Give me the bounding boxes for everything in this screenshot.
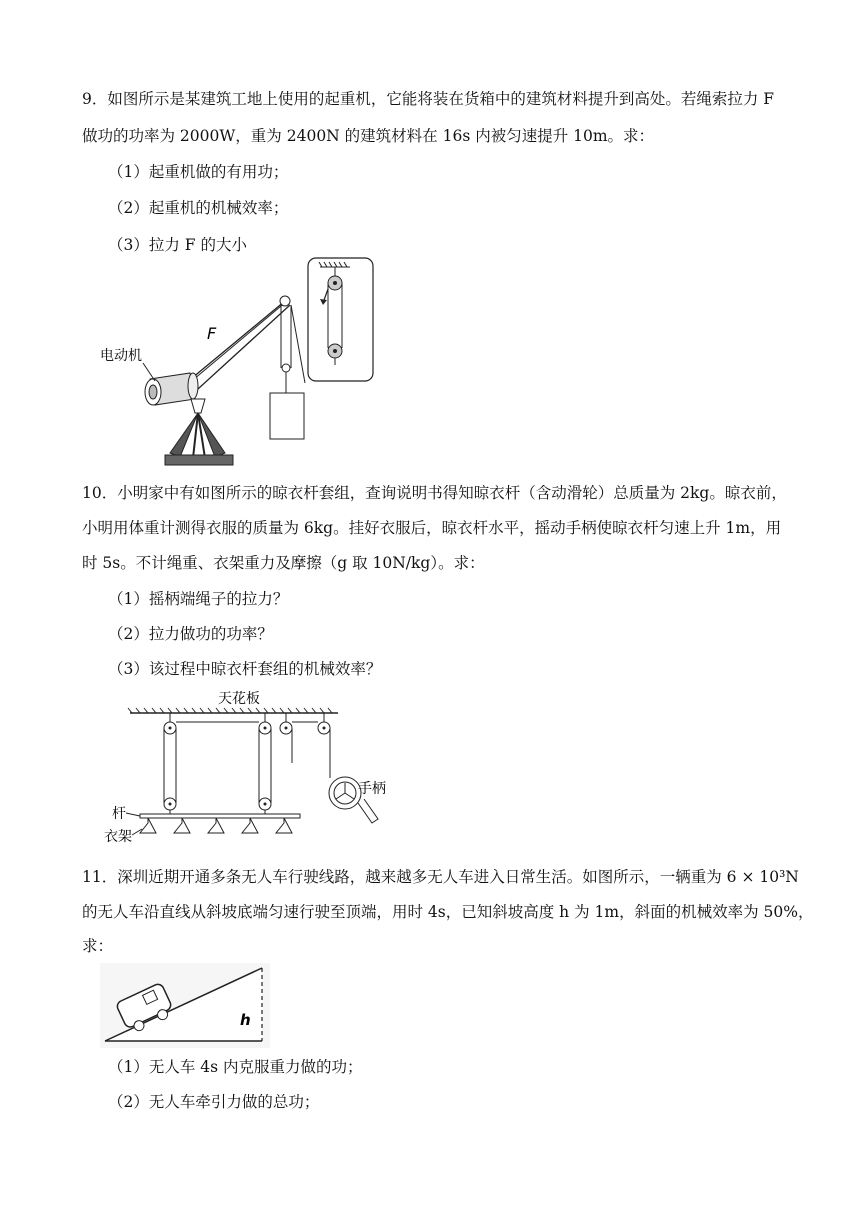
q9-subquestion-3: （3）拉力 F 的大小	[108, 236, 247, 254]
q9-text-line-1: 9．如图所示是某建筑工地上使用的起重机，它能将装在货箱中的建筑材料提升到高处。若绳索拉力 F	[82, 90, 775, 108]
q11-subquestion-1: （1）无人车 4s 内克服重力做的功；	[108, 1058, 363, 1076]
q9-text-line-2: 做功的功率为 2000W，重为 2400N 的建筑材料在 16s 内被匀速提升 10m。求：	[82, 127, 655, 145]
rack-label-pole: 杆	[112, 806, 126, 822]
rack-label-handle: 手柄	[358, 781, 386, 797]
q10-subquestion-3: （3）该过程中晾衣杆套组的机械效率？	[108, 660, 382, 678]
q11-text-line-2: 的无人车沿直线从斜坡底端匀速行驶至顶端，用时 4s，已知斜坡高度 h 为 1m，斜面的机械效率为 50%，	[82, 903, 814, 921]
crane-label-motor: 电动机	[100, 348, 142, 364]
crane-figure	[95, 253, 385, 473]
q9-subquestion-2: （2）起重机的机械效率；	[108, 199, 289, 217]
q10-text-line-3: 时 5s。不计绳重、衣架重力及摩擦（g 取 10N/kg）。求：	[82, 554, 485, 572]
rack-label-ceiling: 天花板	[218, 691, 260, 707]
q10-subquestion-1: （1）摇柄端绳子的拉力？	[108, 590, 289, 608]
q10-text-line-2: 小明用体重计测得衣服的质量为 6kg。挂好衣服后，晾衣杆水平，摇动手柄使晾衣杆匀速上升 1m，用	[82, 519, 782, 537]
q10-text-line-1: 10．小明家中有如图所示的晾衣杆套组，查询说明书得知晾衣杆（含动滑轮）总质量为 2kg。晾衣前，	[82, 484, 787, 502]
q11-text-line-1: 11．深圳近期开通多条无人车行驶线路，越来越多无人车进入日常生活。如图所示，一辆重为 6 × 10³N	[82, 868, 799, 886]
slope-figure	[100, 963, 270, 1048]
q9-subquestion-1: （1）起重机做的有用功；	[108, 163, 289, 181]
q11-text-line-3: 求：	[82, 937, 114, 955]
rack-label-hanger: 衣架	[104, 829, 132, 845]
clothes-rack-figure	[100, 683, 410, 853]
slope-label-height: h	[240, 1011, 251, 1029]
q11-subquestion-2: （2）无人车牵引力做的总功；	[108, 1093, 320, 1111]
q10-subquestion-2: （2）拉力做功的功率？	[108, 625, 273, 643]
crane-label-force: F	[207, 324, 217, 343]
